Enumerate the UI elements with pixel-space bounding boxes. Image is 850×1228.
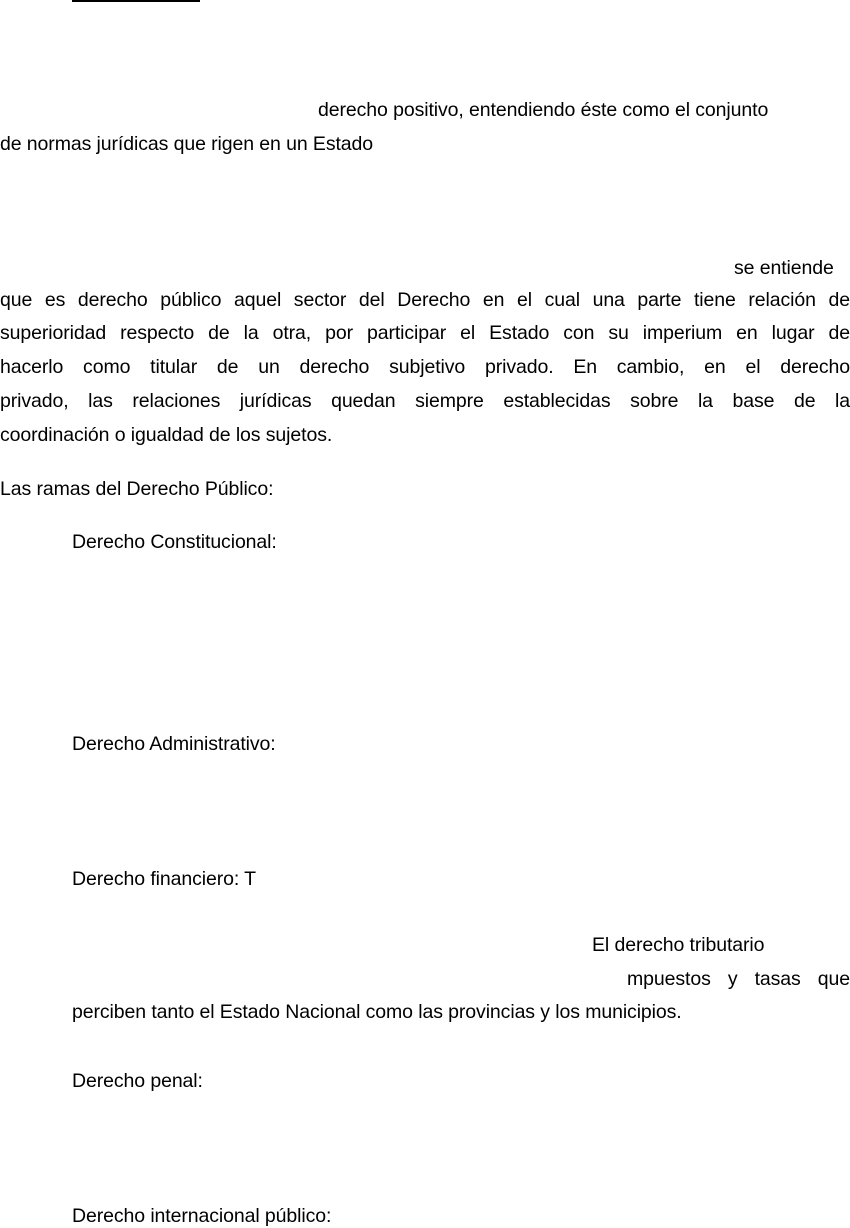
intro-text-line-1: derecho positivo, entendiendo éste como el conjunto <box>318 99 769 121</box>
branch-penal: Derecho penal: <box>72 1070 203 1092</box>
paragraph-line: coordinación o igualdad de los sujetos. <box>0 424 333 446</box>
branch-internacional: Derecho internacional público: <box>72 1205 332 1227</box>
tributario-line-2: mpuestos y tasas que <box>627 968 850 990</box>
intro-text-line-2: de normas jurídicas que rigen en un Estado <box>0 133 374 155</box>
branch-constitucional: Derecho Constitucional: <box>72 531 277 553</box>
paragraph-line: hacerlo como titular de un derecho subjetivo privado. En cambio, en el derecho <box>0 356 850 378</box>
paragraph-line: que es derecho público aquel sector del Derecho en el cual una parte tiene relación de <box>0 289 850 311</box>
branch-administrativo: Derecho Administrativo: <box>72 733 276 755</box>
tributario-line-3: perciben tanto el Estado Nacional como las provincias y los municipios. <box>72 1001 682 1023</box>
heading-underline <box>72 0 200 2</box>
tributario-line-1: El derecho tributario <box>592 934 765 956</box>
branch-financiero: Derecho financiero: T <box>72 868 256 890</box>
paragraph-line: se entiende <box>734 257 834 279</box>
ramas-heading: Las ramas del Derecho Público: <box>0 478 274 500</box>
paragraph-line: superioridad respecto de la otra, por participar el Estado con su imperium en lugar de <box>0 322 850 344</box>
paragraph-line: privado, las relaciones jurídicas quedan siempre establecidas sobre la base de la <box>0 390 850 412</box>
